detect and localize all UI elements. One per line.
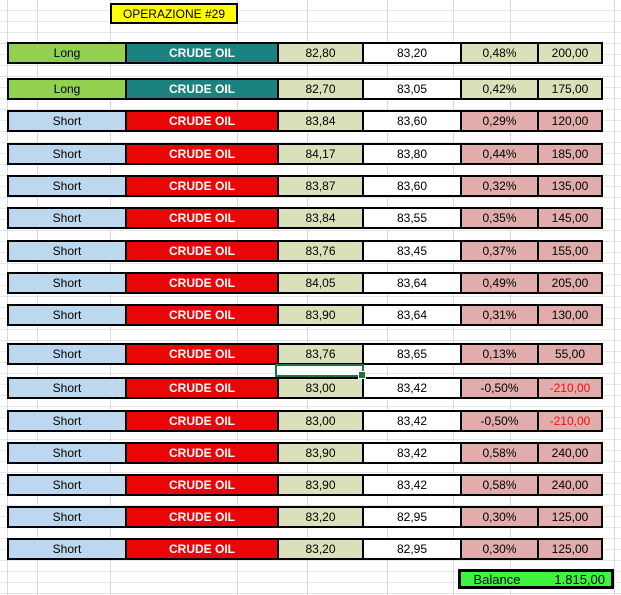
exit-price-cell[interactable]: 83,42: [362, 377, 462, 399]
amount-cell[interactable]: 185,00: [537, 143, 603, 165]
trade-row: [7, 175, 603, 197]
side-cell[interactable]: Short: [7, 240, 127, 262]
balance-box: [458, 569, 614, 589]
amount-cell[interactable]: 200,00: [537, 42, 603, 64]
side-cell[interactable]: Long: [7, 42, 127, 64]
side-cell[interactable]: Short: [7, 143, 127, 165]
selection-fill-handle[interactable]: [358, 371, 366, 379]
exit-price-cell[interactable]: 83,20: [362, 42, 462, 64]
amount-cell[interactable]: -210,00: [537, 377, 603, 399]
percent-cell[interactable]: 0,44%: [460, 143, 539, 165]
instrument-cell[interactable]: CRUDE OIL: [125, 78, 279, 100]
entry-price-cell[interactable]: 83,00: [277, 377, 364, 399]
percent-cell[interactable]: 0,42%: [460, 78, 539, 100]
exit-price-cell[interactable]: 83,65: [362, 343, 462, 365]
exit-price-cell[interactable]: 82,95: [362, 506, 462, 528]
entry-price-cell[interactable]: 83,20: [277, 506, 364, 528]
exit-price-cell[interactable]: 83,42: [362, 410, 462, 432]
instrument-cell[interactable]: CRUDE OIL: [125, 272, 279, 294]
entry-price-cell[interactable]: 83,00: [277, 410, 364, 432]
exit-price-cell[interactable]: 83,45: [362, 240, 462, 262]
exit-price-cell[interactable]: 83,60: [362, 175, 462, 197]
side-cell[interactable]: Short: [7, 410, 127, 432]
percent-cell[interactable]: 0,31%: [460, 304, 539, 326]
instrument-cell[interactable]: CRUDE OIL: [125, 175, 279, 197]
percent-cell[interactable]: 0,58%: [460, 474, 539, 496]
trade-row: [7, 410, 603, 432]
entry-price-cell[interactable]: 83,20: [277, 538, 364, 560]
entry-price-cell[interactable]: 83,84: [277, 110, 364, 132]
percent-cell[interactable]: 0,49%: [460, 272, 539, 294]
side-cell[interactable]: Short: [7, 506, 127, 528]
instrument-cell[interactable]: CRUDE OIL: [125, 377, 279, 399]
amount-cell[interactable]: 125,00: [537, 538, 603, 560]
entry-price-cell[interactable]: 83,87: [277, 175, 364, 197]
amount-cell[interactable]: -210,00: [537, 410, 603, 432]
operation-header: [110, 3, 238, 24]
exit-price-cell[interactable]: 83,64: [362, 304, 462, 326]
exit-price-cell[interactable]: 82,95: [362, 538, 462, 560]
amount-cell[interactable]: 240,00: [537, 474, 603, 496]
operation-title: OPERAZIONE #29: [122, 6, 226, 21]
exit-price-cell[interactable]: 83,64: [362, 272, 462, 294]
entry-price-cell[interactable]: 83,76: [277, 240, 364, 262]
exit-price-cell[interactable]: 83,05: [362, 78, 462, 100]
exit-price-cell[interactable]: 83,55: [362, 207, 462, 229]
instrument-cell[interactable]: CRUDE OIL: [125, 143, 279, 165]
active-cell-selection[interactable]: [275, 364, 364, 377]
instrument-cell[interactable]: CRUDE OIL: [125, 110, 279, 132]
amount-cell[interactable]: 55,00: [537, 343, 603, 365]
trade-row: [7, 42, 603, 64]
percent-cell[interactable]: 0,48%: [460, 42, 539, 64]
exit-price-cell[interactable]: 83,42: [362, 474, 462, 496]
entry-price-cell[interactable]: 83,90: [277, 442, 364, 464]
side-cell[interactable]: Short: [7, 110, 127, 132]
amount-cell[interactable]: 205,00: [537, 272, 603, 294]
percent-cell[interactable]: 0,58%: [460, 442, 539, 464]
entry-price-cell[interactable]: 82,70: [277, 78, 364, 100]
amount-cell[interactable]: 145,00: [537, 207, 603, 229]
side-cell[interactable]: Short: [7, 474, 127, 496]
amount-cell[interactable]: 175,00: [537, 78, 603, 100]
trade-row: [7, 240, 603, 262]
side-cell[interactable]: Short: [7, 304, 127, 326]
trade-row: [7, 474, 603, 496]
entry-price-cell[interactable]: 83,90: [277, 474, 364, 496]
percent-cell[interactable]: 0,13%: [460, 343, 539, 365]
instrument-cell[interactable]: CRUDE OIL: [125, 538, 279, 560]
amount-cell[interactable]: 155,00: [537, 240, 603, 262]
side-cell[interactable]: Short: [7, 442, 127, 464]
balance-value: 1.815,00: [554, 571, 605, 587]
trade-row: [7, 304, 603, 326]
instrument-cell[interactable]: CRUDE OIL: [125, 410, 279, 432]
trade-row: [7, 143, 603, 165]
trade-row: [7, 207, 603, 229]
instrument-cell[interactable]: CRUDE OIL: [125, 240, 279, 262]
instrument-cell[interactable]: CRUDE OIL: [125, 343, 279, 365]
percent-cell[interactable]: -0,50%: [460, 377, 539, 399]
percent-cell[interactable]: 0,30%: [460, 506, 539, 528]
percent-cell[interactable]: 0,32%: [460, 175, 539, 197]
side-cell[interactable]: Short: [7, 538, 127, 560]
side-cell[interactable]: Short: [7, 343, 127, 365]
entry-price-cell[interactable]: 83,90: [277, 304, 364, 326]
amount-cell[interactable]: 125,00: [537, 506, 603, 528]
percent-cell[interactable]: -0,50%: [460, 410, 539, 432]
percent-cell[interactable]: 0,37%: [460, 240, 539, 262]
amount-cell[interactable]: 240,00: [537, 442, 603, 464]
trade-row: [7, 377, 603, 399]
entry-price-cell[interactable]: 84,17: [277, 143, 364, 165]
instrument-cell[interactable]: CRUDE OIL: [125, 442, 279, 464]
trade-row: [7, 272, 603, 294]
trade-row: [7, 506, 603, 528]
entry-price-cell[interactable]: 83,84: [277, 207, 364, 229]
exit-price-cell[interactable]: 83,42: [362, 442, 462, 464]
percent-cell[interactable]: 0,30%: [460, 538, 539, 560]
percent-cell[interactable]: 0,29%: [460, 110, 539, 132]
trade-row: [7, 110, 603, 132]
exit-price-cell[interactable]: 83,60: [362, 110, 462, 132]
percent-cell[interactable]: 0,35%: [460, 207, 539, 229]
instrument-cell[interactable]: CRUDE OIL: [125, 42, 279, 64]
amount-cell[interactable]: 120,00: [537, 110, 603, 132]
instrument-cell[interactable]: CRUDE OIL: [125, 207, 279, 229]
amount-cell[interactable]: 130,00: [537, 304, 603, 326]
side-cell[interactable]: Short: [7, 377, 127, 399]
instrument-cell[interactable]: CRUDE OIL: [125, 304, 279, 326]
side-cell[interactable]: Short: [7, 207, 127, 229]
amount-cell[interactable]: 135,00: [537, 175, 603, 197]
trade-row: [7, 442, 603, 464]
instrument-cell[interactable]: CRUDE OIL: [125, 474, 279, 496]
side-cell[interactable]: Long: [7, 78, 127, 100]
trade-row: [7, 343, 603, 365]
exit-price-cell[interactable]: 83,80: [362, 143, 462, 165]
entry-price-cell[interactable]: 82,80: [277, 42, 364, 64]
entry-price-cell[interactable]: 83,76: [277, 343, 364, 365]
entry-price-cell[interactable]: 84,05: [277, 272, 364, 294]
instrument-cell[interactable]: CRUDE OIL: [125, 506, 279, 528]
trade-row: [7, 538, 603, 560]
balance-label: Balance: [473, 571, 521, 587]
trade-row: [7, 78, 603, 100]
side-cell[interactable]: Short: [7, 272, 127, 294]
side-cell[interactable]: Short: [7, 175, 127, 197]
